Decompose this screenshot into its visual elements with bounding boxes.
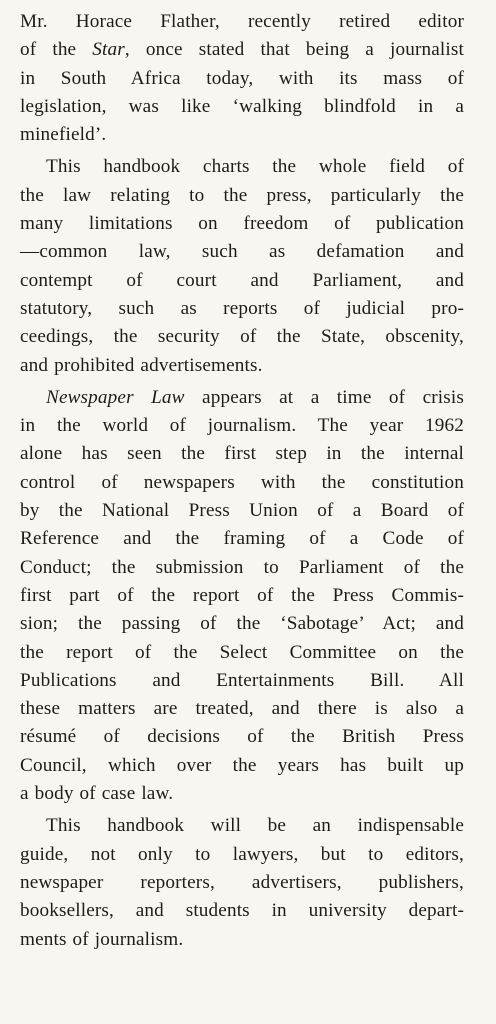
italic-title-run: Star xyxy=(92,39,125,61)
text-run: a body of case law. xyxy=(20,783,174,805)
text-run: in South Africa today, with its mass of xyxy=(20,67,464,89)
text-line xyxy=(20,153,464,181)
text-run: newspaper reporters, advertisers, publishers, xyxy=(20,871,464,893)
text-line xyxy=(20,752,464,780)
text-line xyxy=(20,723,464,751)
text-run: Council, which over the years has built up xyxy=(20,754,464,776)
paragraph-2 xyxy=(20,153,464,379)
text-line xyxy=(20,384,464,412)
text-line xyxy=(20,295,464,323)
text-line xyxy=(20,695,464,723)
text-line xyxy=(20,639,464,667)
text-line xyxy=(20,8,464,36)
text-run: these matters are treated, and there is also a xyxy=(20,698,464,720)
text-line xyxy=(20,210,464,238)
text-run: by the National Press Union of a Board of xyxy=(20,500,464,522)
text-line xyxy=(20,323,464,351)
text-run: This handbook will be an indispensable xyxy=(46,815,464,837)
text-run: many limitations on freedom of publication xyxy=(20,213,464,235)
text-line xyxy=(20,36,464,64)
text-run: appears at a time of crisis xyxy=(184,386,465,408)
text-run: résumé of decisions of the British Press xyxy=(20,726,464,748)
blurb-text xyxy=(20,8,464,954)
text-run: —common law, such as defamation and xyxy=(20,241,464,263)
text-run: contempt of court and Parliament, and xyxy=(20,269,464,291)
text-run: Mr. Horace Flather, recently retired editor xyxy=(20,11,464,32)
text-line xyxy=(20,352,464,380)
text-line xyxy=(20,869,464,897)
text-run: ments of journalism. xyxy=(20,928,184,950)
text-line xyxy=(20,238,464,266)
text-line xyxy=(20,667,464,695)
text-line xyxy=(20,469,464,497)
text-line xyxy=(20,780,464,808)
text-line xyxy=(20,841,464,869)
paragraph-4 xyxy=(20,812,464,953)
text-run: in the world of journalism. The year 1962 xyxy=(20,415,464,437)
text-run: legislation, was like ‘walking blindfold in a xyxy=(20,95,464,117)
text-line xyxy=(20,182,464,210)
text-run: statutory, such as reports of judicial pro- xyxy=(20,297,464,319)
text-run: alone has seen the first step in the internal xyxy=(20,443,464,465)
text-run: guide, not only to lawyers, but to editors, xyxy=(20,843,464,865)
text-line xyxy=(20,121,464,149)
text-line xyxy=(20,65,464,93)
text-line xyxy=(20,497,464,525)
text-line xyxy=(20,412,464,440)
text-run: first part of the report of the Press Commis- xyxy=(20,584,464,606)
text-run: Conduct; the submission to Parliament of the xyxy=(20,556,464,578)
text-line xyxy=(20,525,464,553)
text-run: minefield’. xyxy=(20,124,107,146)
text-run: control of newspapers with the constitution xyxy=(20,471,464,493)
text-run: Reference and the framing of a Code of xyxy=(20,528,464,550)
paragraph-3 xyxy=(20,384,464,808)
text-run: booksellers, and students in university depart- xyxy=(20,900,464,922)
text-line xyxy=(20,267,464,295)
text-run: and prohibited advertisements. xyxy=(20,354,263,376)
italic-title-run: Newspaper Law xyxy=(46,386,185,408)
text-run: This handbook charts the whole field of xyxy=(46,156,464,178)
text-line xyxy=(20,610,464,638)
text-line xyxy=(20,440,464,468)
text-line xyxy=(20,554,464,582)
paragraph-1 xyxy=(20,8,464,149)
text-run: of the xyxy=(20,39,93,61)
text-run: the law relating to the press, particularly the xyxy=(20,184,464,206)
text-line xyxy=(20,926,464,954)
text-run: the report of the Select Committee on the xyxy=(20,641,464,663)
text-run: ceedings, the security of the State, obscenity, xyxy=(20,326,464,348)
text-run: , once stated that being a journalist xyxy=(124,39,464,61)
text-line xyxy=(20,897,464,925)
text-line xyxy=(20,93,464,121)
text-run: sion; the passing of the ‘Sabotage’ Act; and xyxy=(20,613,464,635)
text-line xyxy=(20,812,464,840)
text-run: Publications and Entertainments Bill. All xyxy=(20,669,464,691)
text-line xyxy=(20,582,464,610)
